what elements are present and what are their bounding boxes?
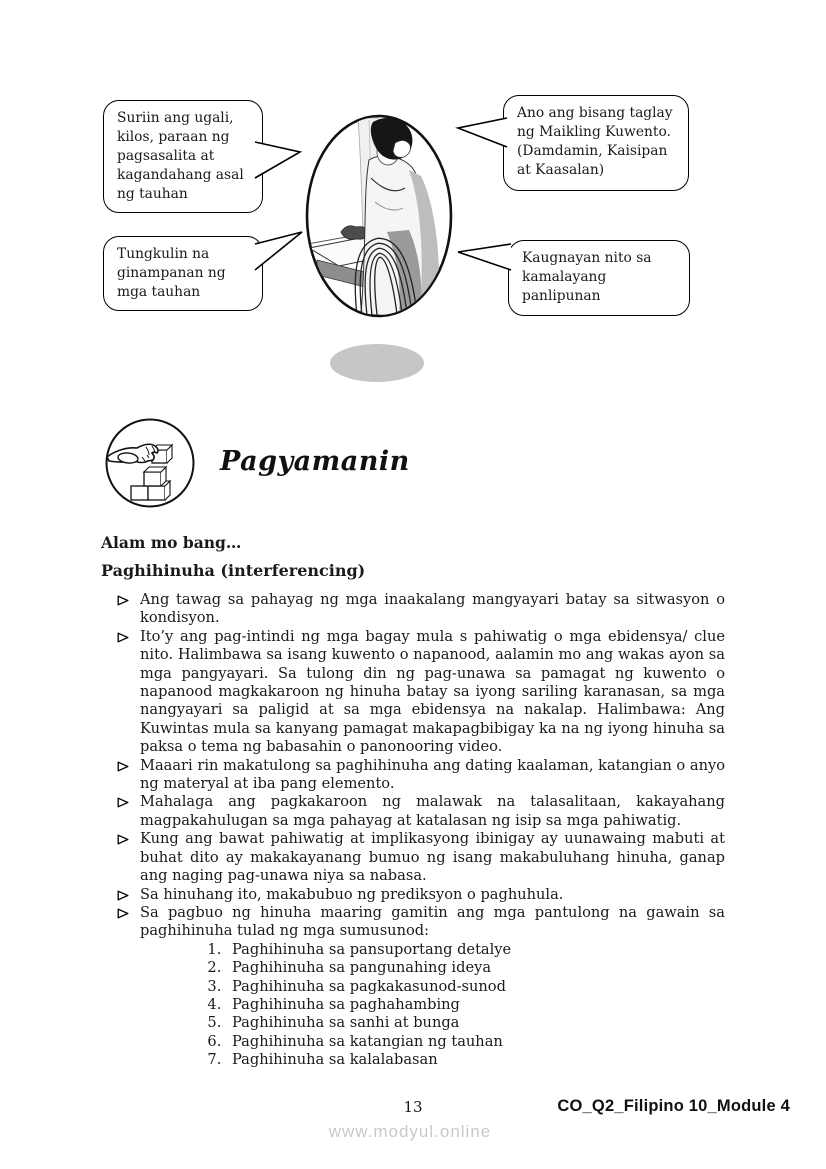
- bullet-item: [101, 886, 725, 904]
- module-code: CO_Q2_Filipino 10_Module 4: [557, 1097, 790, 1115]
- bullet-text: Kung ang bawat pahiwatig at implikasyong ibinigay ay uunawaing mabuti at buhat dito ay makakayanang bumuo ng isang makabuluhang hinuha, ganap ang naging pag-unawa niya sa nabasa.: [140, 830, 725, 885]
- bullet-item: [101, 591, 725, 628]
- numbered-item: [226, 941, 725, 959]
- bullet-arrow-icon: [117, 890, 129, 901]
- callout-bottom-left: [103, 236, 263, 311]
- numbered-item: [226, 996, 725, 1014]
- bullet-text: Sa pagbuo ng hinuha maaring gamitin ang mga pantulong na gawain sa paghihinuha tulad ng mga sumusunod:: [140, 903, 725, 940]
- bullet-item: [101, 793, 725, 830]
- callout-bottom-right-text: Kaugnayan nito sa kamalayang panlipunan: [522, 250, 652, 304]
- heading-paghihinuha: Paghihinuha (interferencing): [101, 561, 366, 580]
- bullet-list: [101, 591, 725, 1070]
- bullet-item: [101, 757, 725, 794]
- callout-tail-top-right: [454, 116, 508, 150]
- watermark: www.modyul.online: [328, 1122, 492, 1141]
- bullet-arrow-icon: [117, 761, 129, 772]
- bullet-text: Ang tawag sa pahayag ng mga inaakalang mangyayari batay sa sitwasyon o kondisyon.: [140, 591, 725, 627]
- heading-alam-mo-bang: Alam mo bang…: [101, 533, 242, 552]
- numbered-text: Paghihinuha sa sanhi at bunga: [232, 1014, 460, 1032]
- numbered-text: Paghihinuha sa kalalabasan: [232, 1051, 438, 1069]
- callout-top-left: [103, 100, 263, 213]
- bullet-text: Sa hinuhang ito, makabubuo ng prediksyon o paghuhula.: [140, 885, 564, 903]
- callout-tail-bottom-right: [454, 240, 512, 274]
- numbered-item: [226, 1014, 725, 1032]
- numbered-text: Paghihinuha sa pansuportang detalye: [232, 940, 512, 958]
- numbered-item: [226, 978, 725, 996]
- shadow-ellipse: [330, 344, 424, 382]
- callout-tail-bottom-left: [254, 228, 306, 272]
- callout-top-left-text: Suriin ang ugali, kilos, paraan ng pagsasalita at kagandahang asal ng tauhan: [117, 110, 244, 202]
- woman-and-cradle-illustration: [303, 112, 455, 320]
- callout-top-right: [503, 95, 689, 191]
- section-title: Pagyamanin: [220, 446, 410, 477]
- article-body: [101, 533, 725, 1070]
- page-number: 13: [403, 1098, 423, 1116]
- numbered-text: Paghihinuha sa katangian ng tauhan: [232, 1032, 503, 1050]
- numbered-item: [226, 1051, 725, 1069]
- hand-stacking-blocks-icon: [104, 417, 196, 509]
- numbered-list: [140, 941, 725, 1070]
- numbered-item: [226, 1033, 725, 1051]
- callout-bottom-right: [508, 240, 690, 316]
- bullet-arrow-icon: [117, 632, 129, 643]
- callout-tail-top-left: [254, 138, 304, 182]
- bullet-text: Mahalaga ang pagkakaroon ng malawak na talasalitaan, kakayahang magpakahulugan sa mga pahayag at katalasan ng isip sa mga pahiwatig.: [140, 793, 725, 829]
- bullet-item: [101, 830, 725, 885]
- numbered-item: [226, 959, 725, 977]
- bullet-item: [101, 904, 725, 1070]
- numbered-text: Paghihinuha sa pagkakasunod-sunod: [232, 977, 506, 995]
- callout-bottom-left-text: Tungkulin na ginampanan ng mga tauhan: [117, 246, 226, 300]
- bullet-arrow-icon: [117, 834, 129, 845]
- bullet-text: Ito’y ang pag-intindi ng mga bagay mula s pahiwatig o mga ebidensya/ clue nito. Halimbawa sa isang kuwento o napanood, aalamin mo ang wakas ayon sa mga pangyayari. Sa tulong din ng pag-unawa sa pamagat ng kuwento o napanood magkakaroon ng hinuha batay sa iyong sariling karanasan, sa mga nangyayari sa paligid at sa mga ebidensya na nakalap. Halimbawa: Ang Kuwintas mula sa kanyang pamagat makapagbibigay ka na ng iyong hinuha sa paksa o tema ng babasahin o panonooring video.: [140, 627, 725, 756]
- bullet-arrow-icon: [117, 797, 129, 808]
- bullet-arrow-icon: [117, 908, 129, 919]
- bullet-item: [101, 628, 725, 757]
- numbered-text: Paghihinuha sa paghahambing: [232, 995, 460, 1013]
- bullet-text: Maaari rin makatulong sa paghihinuha ang dating kaalaman, katangian o anyo ng materyal at iba pang elemento.: [140, 756, 725, 793]
- numbered-text: Paghihinuha sa pangunahing ideya: [232, 959, 492, 977]
- callout-top-right-text: Ano ang bisang taglay ng Maikling Kuwento. (Damdamin, Kaisipan at Kaasalan): [517, 105, 673, 178]
- bullet-arrow-icon: [117, 595, 129, 606]
